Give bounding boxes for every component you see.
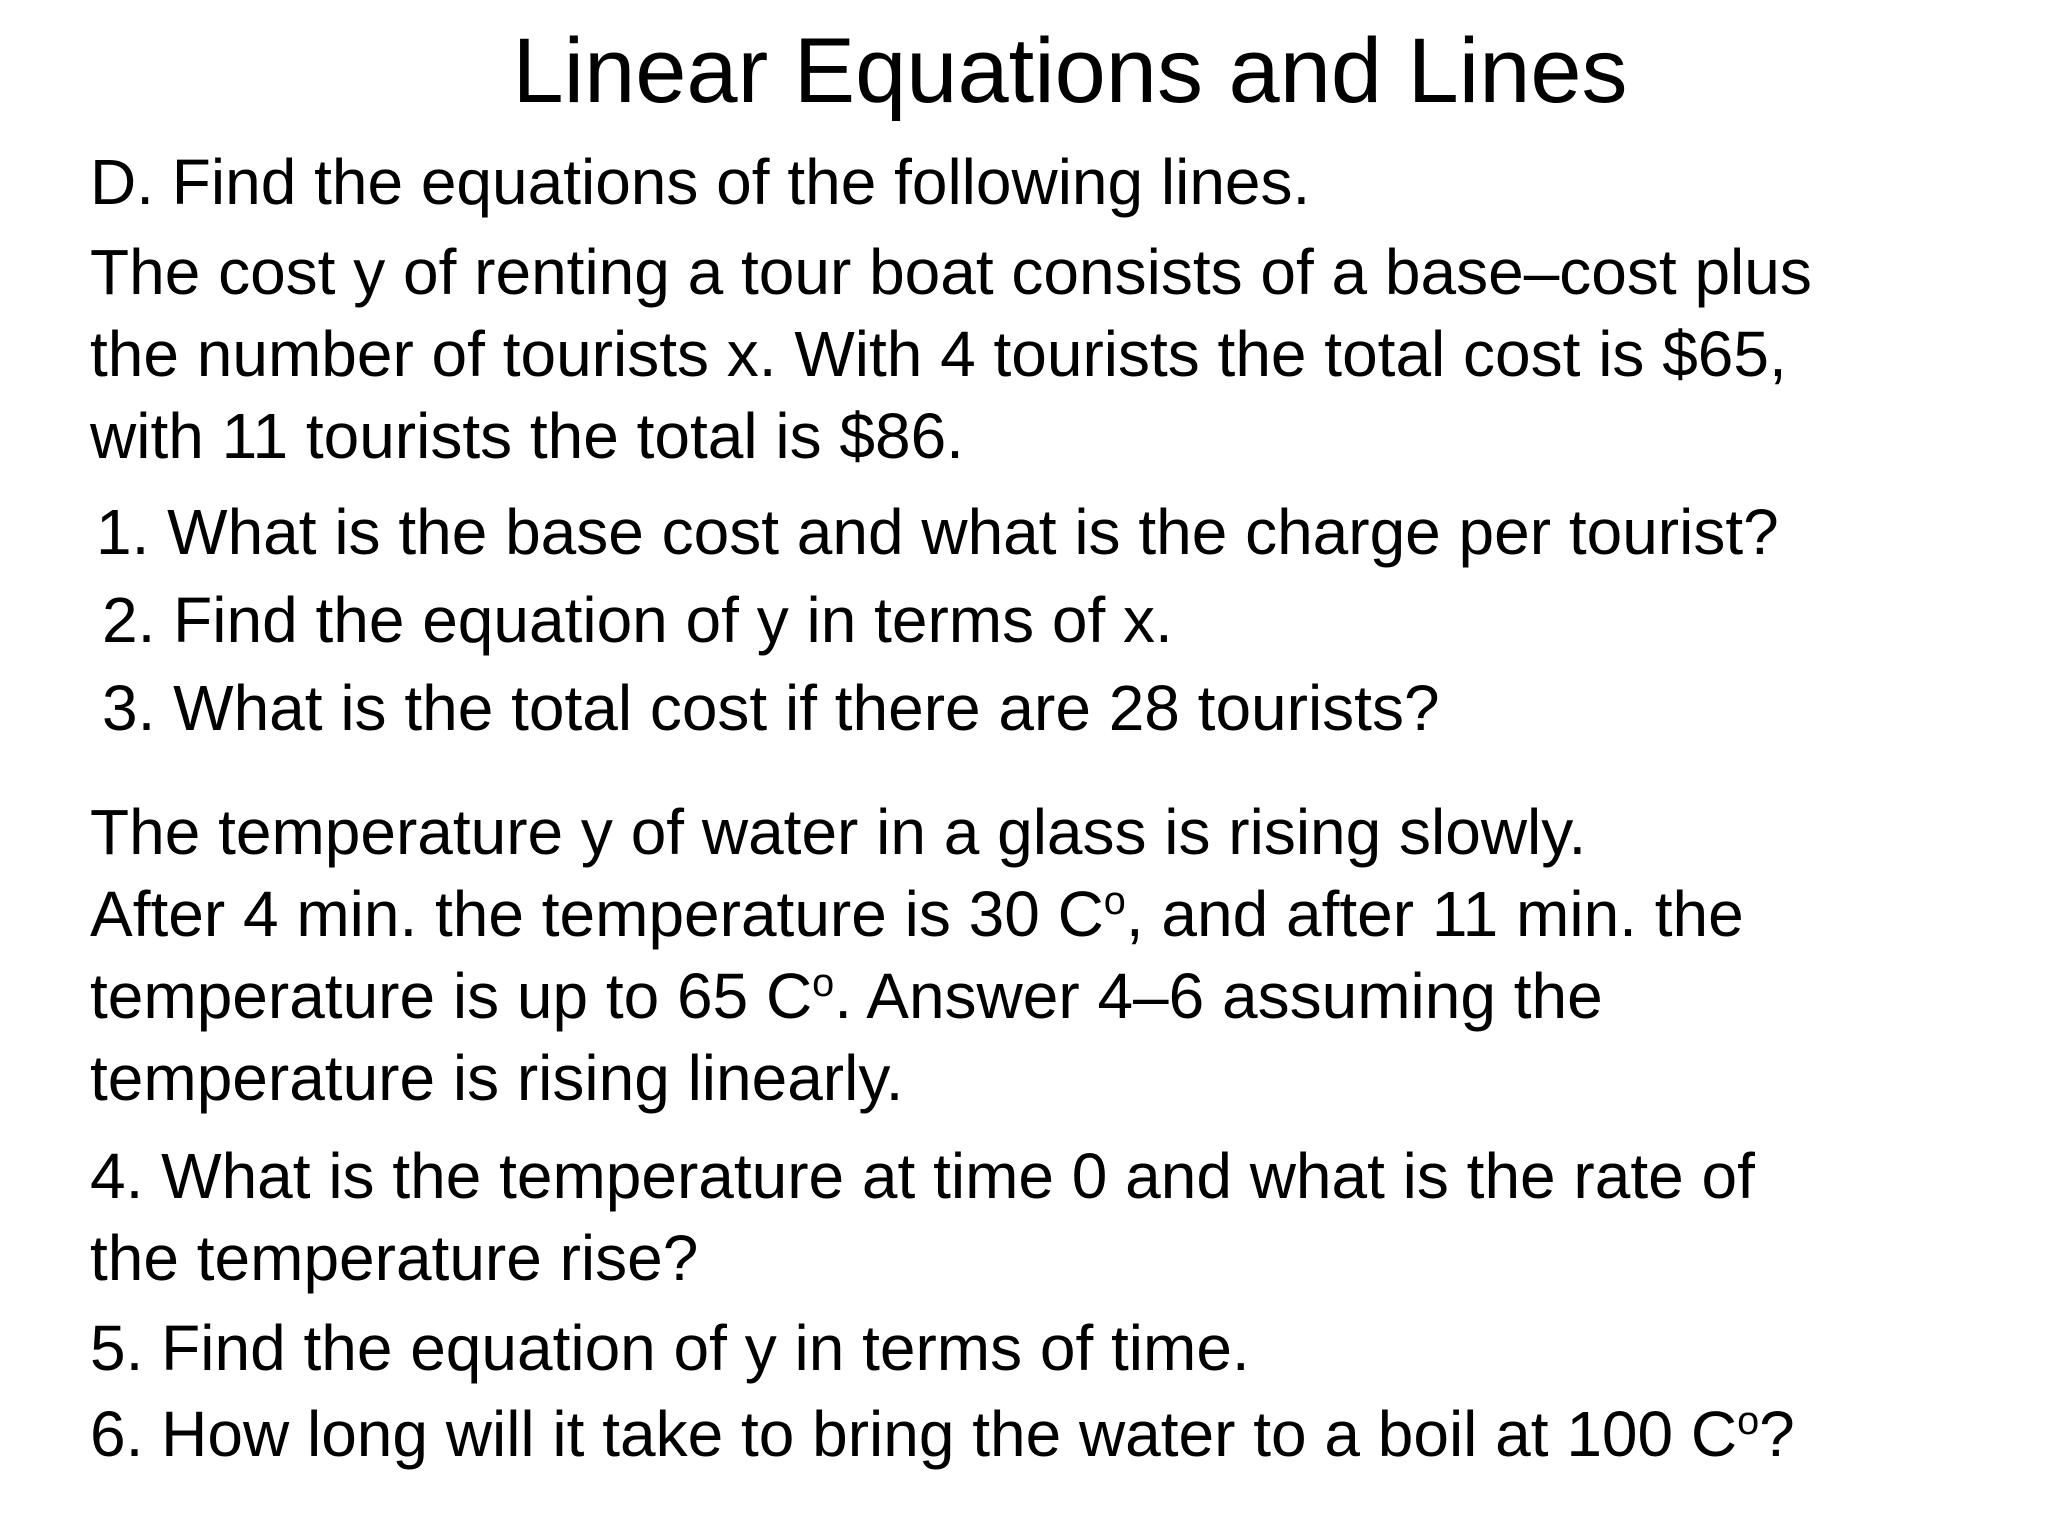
degree-mark: o <box>1103 879 1126 924</box>
problem1-text-line-1: The cost y of renting a tour boat consists of a base–cost plus <box>90 236 1812 308</box>
question-2: 2. Find the equation of y in terms of x. <box>102 584 1173 656</box>
question-6-end: ? <box>1759 1398 1795 1470</box>
problem1-text-line-2: the number of tourists x. With 4 tourists the total cost is $65, <box>90 318 1787 390</box>
question-3: 3. What is the total cost if there are 28 tourists? <box>102 672 1440 744</box>
question-6-text: 6. How long will it take to bring the water to a boil at 100 C <box>90 1398 1738 1470</box>
problem2-text-line-3 <box>90 956 1603 1036</box>
problem2-line2-start: After 4 min. the temperature is 30 C <box>90 878 1104 950</box>
question-4-line-1: 4. What is the temperature at time 0 and what is the rate of <box>90 1140 1755 1212</box>
degree-mark: o <box>812 961 835 1006</box>
problem2-text-line-2 <box>90 874 1744 954</box>
slide-title: Linear Equations and Lines <box>512 20 1628 122</box>
problem2-text-line-4: temperature is rising linearly. <box>90 1042 904 1114</box>
question-5: 5. Find the equation of y in terms of time. <box>90 1312 1250 1384</box>
question-6 <box>90 1394 1795 1474</box>
problem2-line3-end: . Answer 4–6 assuming the <box>834 960 1603 1032</box>
degree-mark: o <box>1737 1399 1760 1444</box>
problem2-line3-start: temperature is up to 65 C <box>90 960 813 1032</box>
section-heading: D. Find the equations of the following lines. <box>90 146 1311 218</box>
question-4-line-2: the temperature rise? <box>90 1222 699 1294</box>
problem2-line2-end: , and after 11 min. the <box>1125 878 1744 950</box>
problem2-text-line-1: The temperature y of water in a glass is rising slowly. <box>90 796 1587 868</box>
problem1-text-line-3: with 11 tourists the total is $86. <box>90 400 964 472</box>
question-1: 1. What is the base cost and what is the charge per tourist? <box>96 496 1779 568</box>
